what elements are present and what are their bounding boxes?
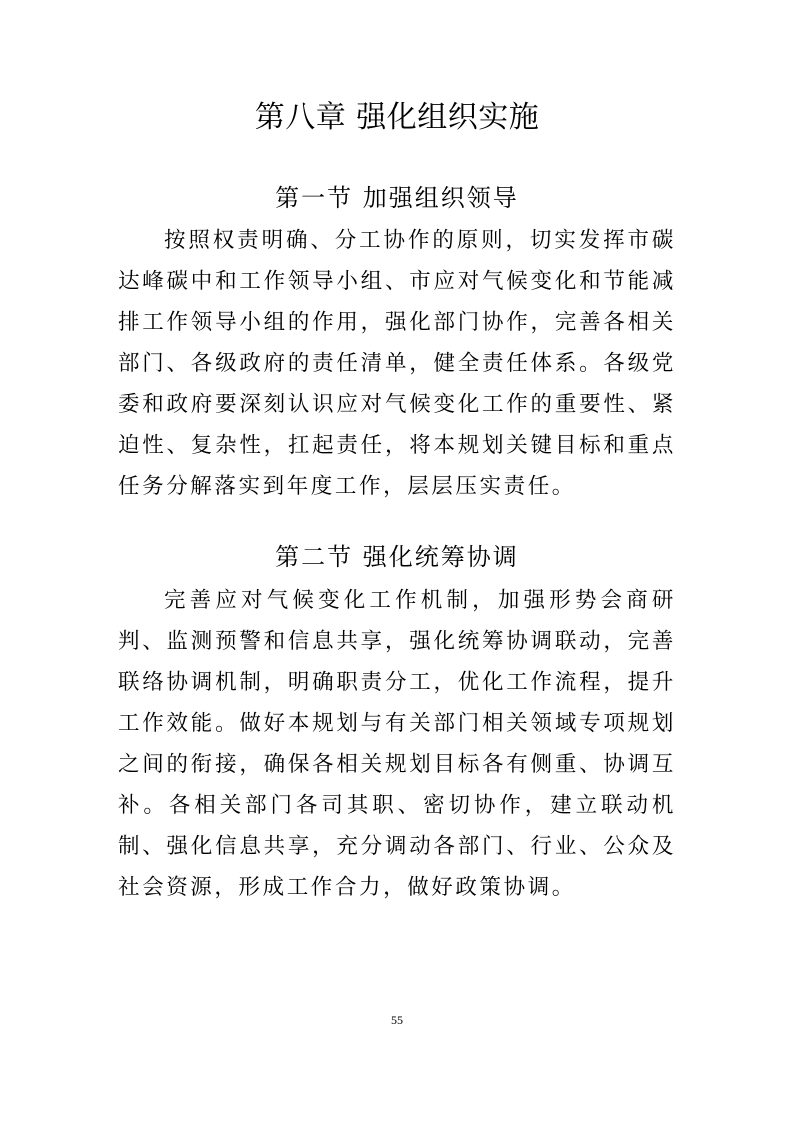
- section-2-title: 第二节 强化统筹协调: [275, 543, 519, 571]
- page-number: 55: [391, 1013, 403, 1027]
- chapter-title: 第八章 强化组织实施: [254, 100, 540, 135]
- section-2-paragraph: 完善应对气候变化工作机制，加强形势会商研判、监测预警和信息共享，强化统筹协调联动，完善联络协调机制，明确职责分工，优化工作流程，提升工作效能。做好本规划与有关部门相关领域专项规划之间的衔接，确保各相关规划目标各有侧重、协调互补。各相关部门各司其职、密切协作，建立联动机制、强化信息共享，充分调动各部门、行业、公众及社会资源，形成工作合力，做好政策协调。: [118, 588, 676, 900]
- section-1-title: 第一节 加强组织领导: [275, 184, 519, 212]
- section-1-paragraph: 按照权责明确、分工协作的原则，切实发挥市碳达峰碳中和工作领导小组、市应对气候变化和节能减排工作领导小组的作用，强化部门协作，完善各相关部门、各级政府的责任清单，健全责任体系。各级党委和政府要深刻认识应对气候变化工作的重要性、紧迫性、复杂性，扛起责任，将本规划关键目标和重点任务分解落实到年度工作，层层压实责任。: [118, 228, 676, 499]
